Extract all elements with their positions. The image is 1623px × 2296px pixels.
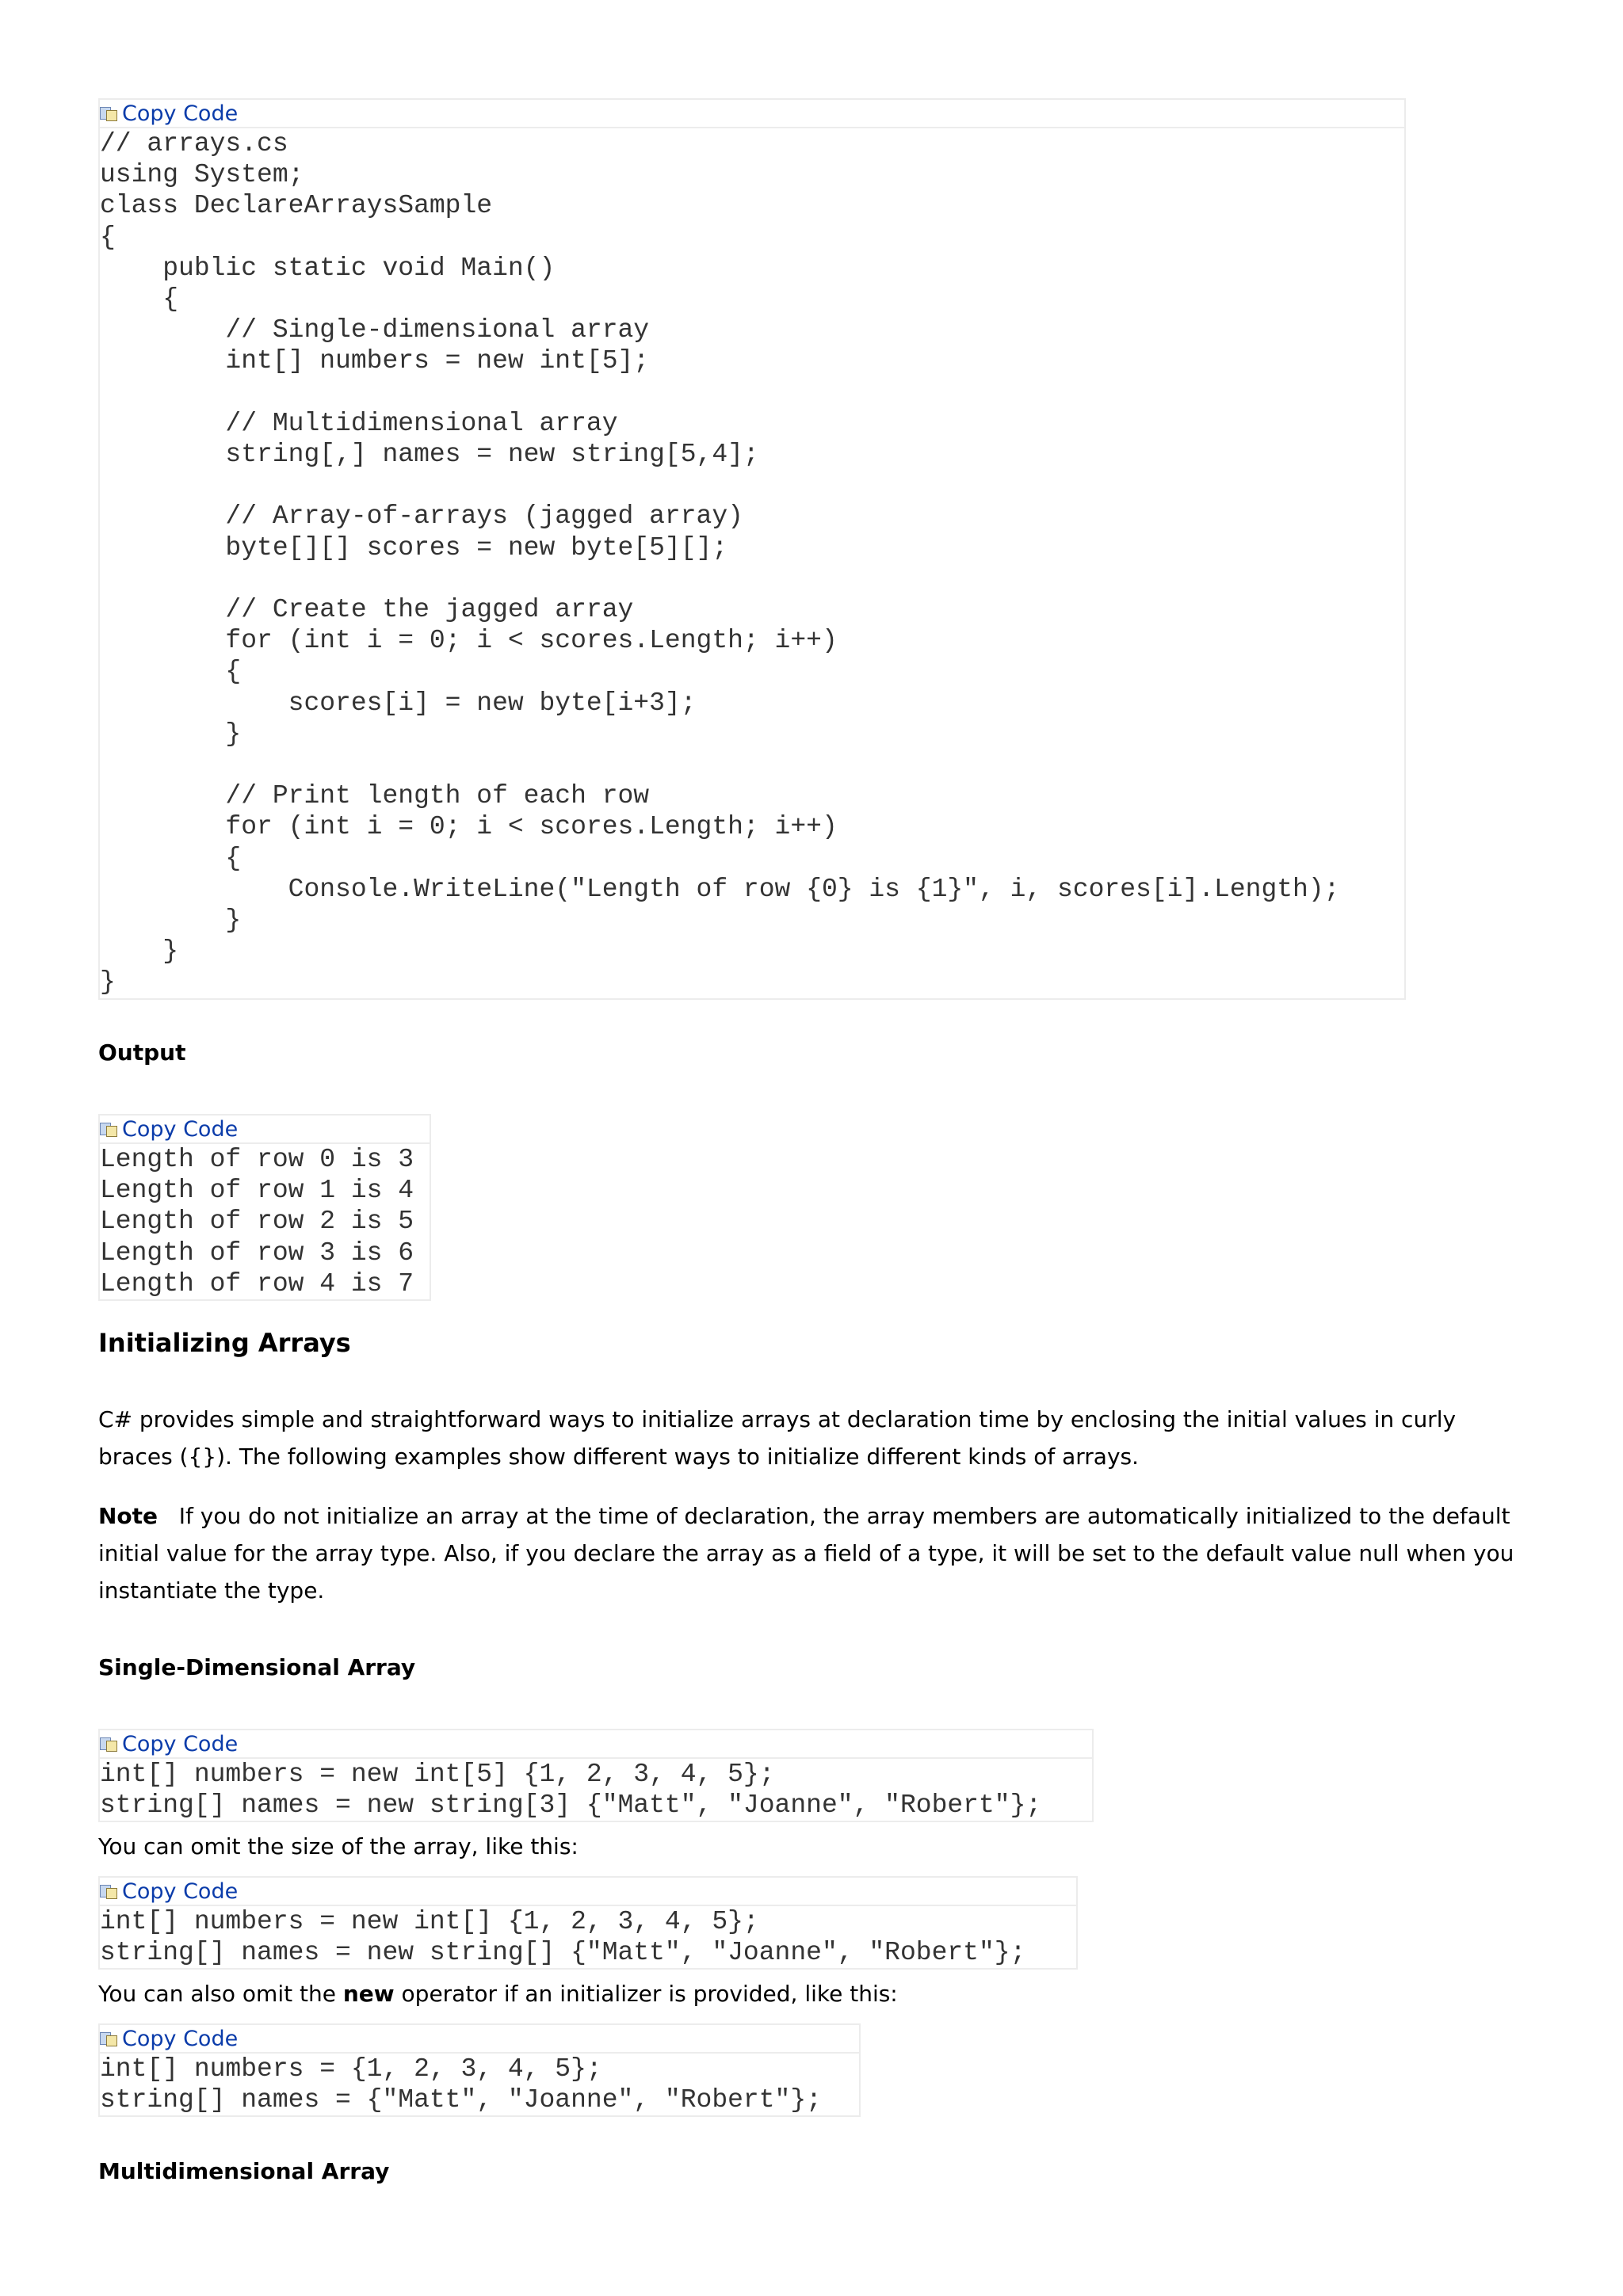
note-label: Note [98,1503,158,1529]
multi-dim-heading: Multidimensional Array [98,2158,390,2184]
note-paragraph [98,1497,1517,1609]
code-block-single-unsized [98,1876,1078,1970]
copy-code-link[interactable] [100,2025,859,2054]
section-heading-initializing: Initializing Arrays [98,1328,351,1358]
output-heading: Output [98,1039,186,1066]
omit-size-text: You can omit the size of the array, like this: [98,1833,579,1859]
single-dim-heading: Single-Dimensional Array [98,1654,416,1680]
copy-code-label: Copy Code [122,2026,239,2051]
code-block-output [98,1114,431,1301]
copy-icon [100,1883,120,1899]
omit-new-before: You can also omit the [98,1981,343,2007]
code-listing: int[] numbers = new int[5] {1, 2, 3, 4, 5}; string[] names = new string[3] {"Matt", "Joanne", "Robert"}; [100,1760,1042,1821]
copy-icon [100,2031,120,2046]
copy-icon [100,1121,120,1137]
copy-code-link[interactable] [100,1730,1092,1759]
copy-icon [100,105,120,121]
copy-code-link[interactable] [100,1116,430,1144]
omit-new-after: operator if an initializer is provided, like this: [394,1981,898,2007]
copy-code-label: Copy Code [122,1878,239,1904]
copy-code-label: Copy Code [122,1116,239,1142]
copy-code-label: Copy Code [122,1731,239,1756]
code-listing: int[] numbers = new int[] {1, 2, 3, 4, 5}; string[] names = new string[] {"Matt", "Joanne", "Robert"}; [100,1907,1026,1968]
code-block-arrays-cs [98,98,1406,1000]
copy-code-link[interactable] [100,100,1404,128]
code-block-single-sized [98,1729,1094,1822]
omit-new-keyword: new [342,1981,395,2007]
code-listing: Length of row 0 is 3 Length of row 1 is 4 Length of row 2 is 5 Length of row 3 is 6 Length of row 4 is 7 [100,1145,414,1299]
code-block-single-no-new [98,2023,861,2117]
code-listing: // arrays.cs using System; class DeclareArraysSample { public static void Main() { // Single-dimensional array int[] numbers = new int[5]; // Multidimensional array string[,] names = new string[5,4]; // Array-of-arrays (jagged array) byte[][] scores = new byte[5][]; // Create the jagged array for (int i = 0; i < scores.Length; i++) { scores[i] = new byte[i+3]; } // Print length of each row for (int i = 0; i < scores.Length; i++) { Console.WriteLine("Length of row {0} is {1}", i, scores[i].Length); } } } [100,129,1340,997]
copy-icon [100,1736,120,1752]
note-body: If you do not initialize an array at the time of declaration, the array members are automatically initialized to the default initial value for the array type. Also, if you declare the array as a field of a type, it will be set to the default value null when you instantiate the type. [98,1503,1514,1604]
omit-new-text [98,1981,898,2007]
copy-code-label: Copy Code [122,101,239,126]
code-listing: int[] numbers = {1, 2, 3, 4, 5}; string[] names = {"Matt", "Joanne", "Robert"}; [100,2054,822,2115]
intro-paragraph: C# provides simple and straightforward ways to initialize arrays at declaration time by enclosing the initial values in curly braces ({}). The following examples show different ways to initialize different kinds of arrays. [98,1406,1457,1470]
copy-code-link[interactable] [100,1878,1076,1906]
